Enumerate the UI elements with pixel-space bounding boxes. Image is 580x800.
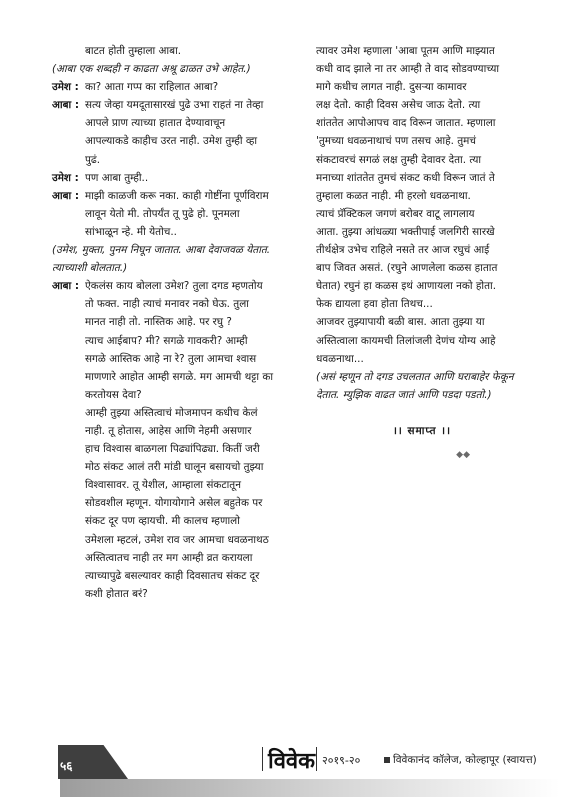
dialogue-umesh-2 xyxy=(52,169,292,187)
year-label: २०१९-२० xyxy=(322,754,361,767)
text-line: माणणारे आहोत आम्ही सगळे. मग आमची थट्टा का xyxy=(85,370,274,383)
text-line: 'तुमच्या धवळनाथाचं पण तसच आहे. तुमचं xyxy=(316,135,476,148)
text-line: करतोयस देवा? xyxy=(85,388,142,401)
stage-direction-3 xyxy=(316,368,528,404)
speaker-label: उमेश : xyxy=(52,171,79,184)
text-line: सगळे आस्तिक आहे ना रे? तुला आमचा श्वास xyxy=(85,352,257,365)
right-column xyxy=(316,42,528,464)
text-line: लावून येतो मी. तोपर्यंत तू पुढे हो. पूनमला xyxy=(85,207,240,220)
square-bullet-icon xyxy=(384,757,390,763)
page-footer xyxy=(0,745,580,800)
end-mark: ।। समाप्त ।। xyxy=(392,424,452,437)
text-line: संकटावरचं सगळं लक्ष तुम्ही देवावर देता. त्या xyxy=(316,153,482,166)
college-label xyxy=(384,753,537,767)
left-column xyxy=(52,42,292,603)
text-line: आता. तुझ्या आंधळ्या भक्तीपाई जलगिरी सारखे xyxy=(316,225,495,238)
text-line: त्याच आईबाप? मी? सगळे गावकरी? आम्ही xyxy=(85,334,248,347)
text-line: घेतात) रघुनं हा कळस इथं आणायला नको होता. xyxy=(316,280,497,293)
text-line: माझी काळजी करू नका. काही गोष्टींना पूर्णविराम xyxy=(85,189,269,202)
text-line: त्यावर उमेश म्हणाला 'आबा पूतम आणि माझ्यात xyxy=(316,45,495,57)
text-line: अस्तित्वातच नाही तर मग आम्ही व्रत करायला xyxy=(85,551,253,564)
dialogue-aaba-1 xyxy=(52,96,292,168)
text-line: तीर्थक्षेत्र उभेच राहिले नसते तर आज रघुचं आई xyxy=(316,244,490,257)
dialogue-text xyxy=(85,187,292,241)
stage-line: त्याच्याशी बोलतात.) xyxy=(52,262,128,275)
stage-line: (उमेश, मुक्ता, पुनम निघून जातात. आबा देवाजवळ येतात. xyxy=(52,244,271,257)
text-line: त्याच्यापुढे बसल्यावर काही दिवसातच संकट दूर xyxy=(85,569,260,582)
text-line: हाच विश्वास बाळगला पिढ्यांपिढ्या. कितीं जरी xyxy=(85,443,260,456)
text-line: शांततेत आपोआपच वाद विरून जातात. म्हणाला xyxy=(316,117,496,130)
stage-line: देतात. म्युझिक वाढत जातं आणि पडदा पडतो.) xyxy=(316,388,492,401)
text-line: ऐकलंस काय बोलला उमेश? तुला दगड म्हणतोय xyxy=(85,280,263,293)
text-line: मानत नाही तो. नास्तिक आहे. पर रघु ? xyxy=(85,316,232,329)
magazine-logo: विवेक xyxy=(268,748,316,774)
stage-line: (असं म्हणून तो दगड उचलतात आणि घराबाहेर फेकून xyxy=(316,370,514,383)
stage-direction-1: (आबा एक शब्दही न काढता अश्रू ढाळत उभे आहेत.) xyxy=(52,63,251,76)
text-line: तुम्हाला कळत नाही. मी हरलो धवळनाथा. xyxy=(316,189,471,202)
text-line: आपल्याकडे काहीच उरत नाही. उमेश तुम्ही व्हा xyxy=(85,135,258,148)
text-line: कधी वाद झाले ना तर आम्ही ते वाद सोडवण्याच्या xyxy=(316,63,500,76)
dialogue-text: का? आता गप्प का राहिलात आबा? xyxy=(85,81,219,94)
continued-paragraph xyxy=(316,42,528,368)
text-line: अस्तित्वाला कायमची तिलांजली देणंच योग्य आहे xyxy=(316,334,496,347)
text-line: सत्य जेव्हा यमदूतासारखं पुढे उभा राहतं ना तेव्हा xyxy=(85,99,264,112)
text-line: मागे कधीच लागत नाही. दुसऱ्या कामावर xyxy=(316,81,467,94)
text-line: त्याचं प्रॅक्टिकल जगणं बरोबर वाटू लागलाय xyxy=(316,207,475,220)
text-line: मोठ संकट आलं तरी मांडी घालून बसायचो तुझ्या xyxy=(85,461,264,474)
text-line: कशी होतात बरं? xyxy=(85,587,148,600)
text-line: आम्ही तुझ्या अस्तित्वाचं मोजमापन कधीच केलं xyxy=(85,406,258,419)
text-line: आजवर तुझ्यापायी बळी बास. आता तुझ्या या xyxy=(316,316,485,329)
text-line: पुढं. xyxy=(85,153,101,166)
divider xyxy=(316,747,317,771)
diamond-ornament-icon: ◆◆ xyxy=(456,449,470,460)
text-line: धवळनाथा... xyxy=(316,352,364,365)
dialogue-aaba-2 xyxy=(52,187,292,241)
text-line: सोडवशील म्हणून. योगायोगाने असेल बहुतेक पर xyxy=(85,497,263,510)
text-line: बाप जिवत असतं. (रघुने आणलेला कळस हातात xyxy=(316,262,498,275)
speaker-label: आबा : xyxy=(52,99,80,112)
text-line: नाही. तू होतास, आहेस आणि नेहमी असणार xyxy=(85,424,252,437)
footer-band xyxy=(60,779,560,797)
text-line: फेक द्यायला हवा होता तिथच... xyxy=(316,298,433,311)
dialogue-text xyxy=(85,96,292,168)
page-number: ५६ xyxy=(60,759,73,773)
dialogue-umesh-1 xyxy=(52,78,292,96)
text-line: मनाच्या शांततेत तुमचं संकट कधी विरून जातं ते xyxy=(316,171,495,184)
text-line: विश्वासावर. तू येशील, आम्हाला संकटातून xyxy=(85,479,241,492)
text-line: उमेशला म्हटलं, उमेश राव जर आमचा धवळनाथठ xyxy=(85,533,269,546)
text-line: सांभाळून न्हे. मी येतोच.. xyxy=(85,225,177,238)
dialogue-aaba-3 xyxy=(52,277,292,603)
text-line: आपले प्राण त्याच्या हातात देण्यावाचून xyxy=(85,117,226,130)
text-line: तो फक्त. नाही त्याचं मनावर नको घेऊ. तुला xyxy=(85,298,249,311)
divider xyxy=(262,747,263,771)
dialogue-text: पण आबा तुम्ही.. xyxy=(85,171,149,184)
text-line: संकट दूर पण व्हायची. मी कालच म्हणालो xyxy=(85,515,240,528)
text-line: लक्ष देतो. काही दिवस असेच जाऊ देतो. त्या xyxy=(316,99,481,112)
dialogue-text xyxy=(85,277,292,603)
college-name: विवेकानंद कॉलेज, कोल्हापूर (स्वायत्त) xyxy=(393,754,537,766)
speaker-label: उमेश : xyxy=(52,81,79,94)
speaker-label: आबा : xyxy=(52,189,80,202)
speaker-label: आबा : xyxy=(52,280,80,293)
intro-line: बाटत होती तुम्हाला आबा. xyxy=(85,45,182,57)
stage-direction-2 xyxy=(52,241,292,277)
